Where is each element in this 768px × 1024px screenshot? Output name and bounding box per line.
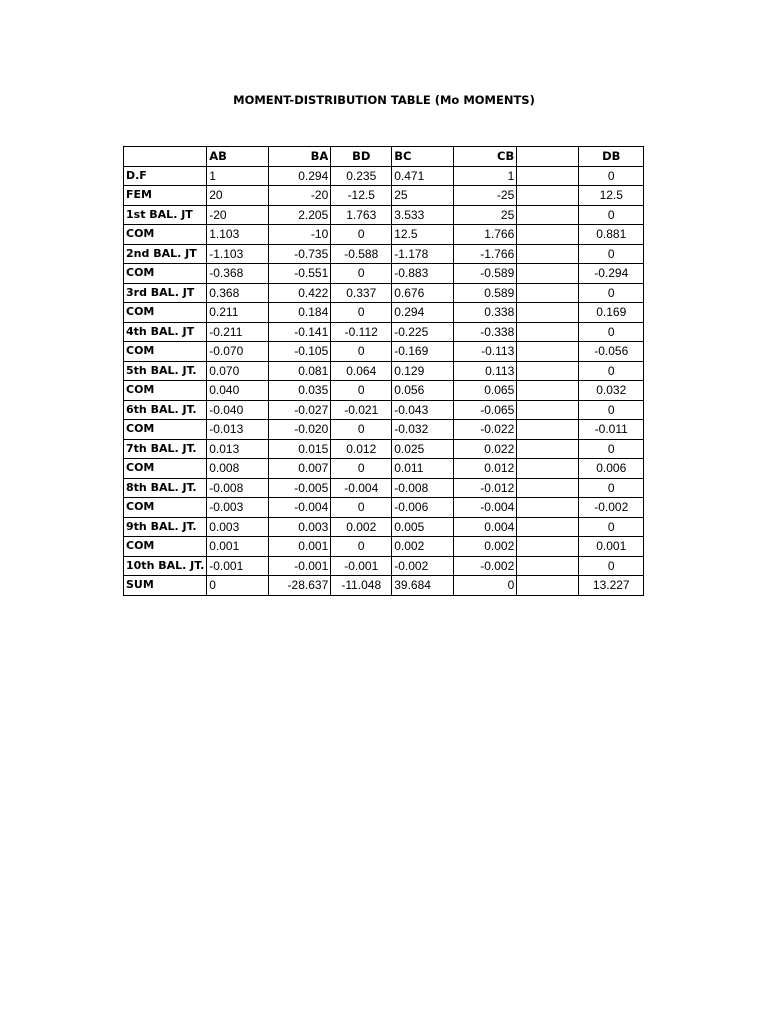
table-row [124,342,644,362]
cell-ba: -0.027 [269,400,331,420]
row-label: 3rd BAL. JT [124,283,207,303]
cell-blank [517,459,579,479]
table-row [124,381,644,401]
cell-bc: 25 [392,186,454,206]
column-header-blank [517,147,579,167]
cell-ab: -0.013 [207,420,269,440]
cell-ba: 0.184 [269,303,331,323]
cell-ab: -0.070 [207,342,269,362]
cell-ab: 0 [207,576,269,596]
row-label: 7th BAL. JT. [124,439,207,459]
cell-blank [517,322,579,342]
row-label: COM [124,420,207,440]
cell-ba: 0.007 [269,459,331,479]
cell-ab: -0.008 [207,478,269,498]
table-row [124,166,644,186]
cell-db: 0 [579,244,644,264]
cell-ab: 0.070 [207,361,269,381]
cell-blank [517,361,579,381]
table-row [124,400,644,420]
cell-cb: -0.589 [454,264,517,284]
table-body [124,166,644,595]
cell-bd: -0.021 [331,400,392,420]
row-label: 5th BAL. JT. [124,361,207,381]
column-header-bc: BC [392,147,454,167]
cell-ba: 0.003 [269,517,331,537]
cell-ab: 20 [207,186,269,206]
cell-db: 0 [579,322,644,342]
cell-ab: 0.003 [207,517,269,537]
cell-ba: -0.735 [269,244,331,264]
cell-ba: -0.004 [269,498,331,518]
row-label: 8th BAL. JT. [124,478,207,498]
cell-ab: -0.211 [207,322,269,342]
cell-cb: -1.766 [454,244,517,264]
cell-ab: 0.211 [207,303,269,323]
cell-db: 0.001 [579,537,644,557]
cell-bd: 0 [331,264,392,284]
row-label: 10th BAL. JT. [124,556,207,576]
cell-cb: 1.766 [454,225,517,245]
cell-blank [517,225,579,245]
cell-cb: -0.004 [454,498,517,518]
cell-ba: 0.001 [269,537,331,557]
cell-db: 0 [579,283,644,303]
cell-db: 0.881 [579,225,644,245]
cell-ab: 0.013 [207,439,269,459]
cell-bc: 3.533 [392,205,454,225]
cell-ba: 0.035 [269,381,331,401]
cell-blank [517,264,579,284]
cell-bc: -0.225 [392,322,454,342]
table-row [124,478,644,498]
cell-blank [517,498,579,518]
row-label: COM [124,264,207,284]
cell-ba: -0.105 [269,342,331,362]
cell-blank [517,576,579,596]
cell-blank [517,381,579,401]
cell-bd: -0.588 [331,244,392,264]
cell-bd: 0 [331,225,392,245]
table-row [124,439,644,459]
column-header-label [124,147,207,167]
cell-bd: 0 [331,420,392,440]
cell-bd: -0.004 [331,478,392,498]
row-label: COM [124,225,207,245]
cell-db: 0 [579,205,644,225]
cell-db: -0.011 [579,420,644,440]
table-row [124,537,644,557]
cell-bd: 0 [331,459,392,479]
cell-ab: -1.103 [207,244,269,264]
cell-cb: 0.113 [454,361,517,381]
cell-ab: -20 [207,205,269,225]
cell-db: 12.5 [579,186,644,206]
row-label: COM [124,459,207,479]
cell-cb: -0.338 [454,322,517,342]
cell-bd: -0.001 [331,556,392,576]
cell-bd: 0.337 [331,283,392,303]
cell-blank [517,400,579,420]
cell-db: -0.002 [579,498,644,518]
table-row [124,322,644,342]
cell-bc: -0.032 [392,420,454,440]
cell-cb: 25 [454,205,517,225]
column-header-ba: BA [269,147,331,167]
cell-bc: 0.025 [392,439,454,459]
table-row [124,459,644,479]
row-label: 2nd BAL. JT [124,244,207,264]
cell-bd: 0 [331,303,392,323]
cell-bd: 0 [331,537,392,557]
cell-bc: -0.008 [392,478,454,498]
cell-bd: 1.763 [331,205,392,225]
cell-db: 13.227 [579,576,644,596]
cell-ab: 1.103 [207,225,269,245]
cell-ba: -0.001 [269,556,331,576]
cell-db: 0.006 [579,459,644,479]
cell-ab: -0.003 [207,498,269,518]
table-row [124,498,644,518]
cell-cb: 0 [454,576,517,596]
table-row [124,576,644,596]
cell-bd: -0.112 [331,322,392,342]
column-header-cb: CB [454,147,517,167]
row-label: COM [124,381,207,401]
cell-blank [517,205,579,225]
cell-blank [517,478,579,498]
row-label: COM [124,342,207,362]
cell-cb: -25 [454,186,517,206]
cell-blank [517,537,579,557]
cell-ba: -0.551 [269,264,331,284]
cell-ba: 0.015 [269,439,331,459]
cell-db: -0.294 [579,264,644,284]
cell-cb: -0.065 [454,400,517,420]
cell-bc: -1.178 [392,244,454,264]
cell-ba: 0.081 [269,361,331,381]
table-row [124,303,644,323]
cell-ab: -0.040 [207,400,269,420]
cell-ab: 1 [207,166,269,186]
cell-bc: 0.011 [392,459,454,479]
cell-bc: -0.169 [392,342,454,362]
moment-distribution-table [123,146,644,596]
row-label: 1st BAL. JT [124,205,207,225]
cell-cb: -0.002 [454,556,517,576]
cell-blank [517,439,579,459]
cell-ba: -20 [269,186,331,206]
cell-ba: -0.005 [269,478,331,498]
cell-blank [517,342,579,362]
cell-bc: -0.006 [392,498,454,518]
column-header-ab: AB [207,147,269,167]
cell-cb: -0.022 [454,420,517,440]
cell-blank [517,283,579,303]
table-row [124,186,644,206]
cell-cb: 0.022 [454,439,517,459]
cell-bd: 0 [331,498,392,518]
cell-bc: 0.471 [392,166,454,186]
cell-blank [517,244,579,264]
table-title: MOMENT-DISTRIBUTION TABLE (Mo MOMENTS) [233,93,535,107]
cell-bd: -11.048 [331,576,392,596]
cell-bd: 0.012 [331,439,392,459]
cell-bc: 0.056 [392,381,454,401]
column-header-bd: BD [331,147,392,167]
cell-ab: -0.368 [207,264,269,284]
cell-db: 0 [579,166,644,186]
cell-db: -0.056 [579,342,644,362]
cell-cb: 1 [454,166,517,186]
cell-bc: -0.883 [392,264,454,284]
row-label: 9th BAL. JT. [124,517,207,537]
cell-blank [517,166,579,186]
cell-blank [517,186,579,206]
cell-ab: -0.001 [207,556,269,576]
cell-db: 0 [579,400,644,420]
cell-bd: 0 [331,381,392,401]
table-row [124,517,644,537]
cell-blank [517,303,579,323]
row-label: COM [124,537,207,557]
cell-cb: 0.004 [454,517,517,537]
cell-db: 0 [579,517,644,537]
cell-bc: 0.294 [392,303,454,323]
cell-cb: 0.065 [454,381,517,401]
cell-bc: -0.002 [392,556,454,576]
cell-bd: 0.002 [331,517,392,537]
cell-bd: 0.064 [331,361,392,381]
cell-db: 0 [579,556,644,576]
table-row [124,225,644,245]
cell-blank [517,420,579,440]
table-header-row [124,147,644,167]
cell-ba: -10 [269,225,331,245]
table-row [124,361,644,381]
cell-bc: 0.676 [392,283,454,303]
cell-ab: 0.001 [207,537,269,557]
row-label: SUM [124,576,207,596]
cell-db: 0 [579,361,644,381]
row-label: 4th BAL. JT [124,322,207,342]
table-row [124,264,644,284]
cell-cb: 0.002 [454,537,517,557]
cell-ba: 0.294 [269,166,331,186]
row-label: 6th BAL. JT. [124,400,207,420]
table-row [124,283,644,303]
table-row [124,420,644,440]
cell-cb: -0.012 [454,478,517,498]
cell-bd: 0.235 [331,166,392,186]
cell-bc: 12.5 [392,225,454,245]
cell-bd: -12.5 [331,186,392,206]
cell-ba: -0.020 [269,420,331,440]
cell-blank [517,556,579,576]
column-header-db: DB [579,147,644,167]
cell-db: 0.169 [579,303,644,323]
row-label: D.F [124,166,207,186]
cell-ab: 0.040 [207,381,269,401]
cell-ba: -28.637 [269,576,331,596]
cell-cb: 0.338 [454,303,517,323]
row-label: COM [124,498,207,518]
cell-bc: 0.002 [392,537,454,557]
cell-cb: 0.012 [454,459,517,479]
cell-blank [517,517,579,537]
cell-bd: 0 [331,342,392,362]
cell-cb: -0.113 [454,342,517,362]
row-label: COM [124,303,207,323]
cell-ab: 0.008 [207,459,269,479]
cell-bc: -0.043 [392,400,454,420]
table-row [124,205,644,225]
table-row [124,556,644,576]
cell-cb: 0.589 [454,283,517,303]
cell-bc: 0.005 [392,517,454,537]
cell-db: 0 [579,439,644,459]
cell-ba: 2.205 [269,205,331,225]
cell-db: 0 [579,478,644,498]
cell-bc: 0.129 [392,361,454,381]
cell-ba: 0.422 [269,283,331,303]
table-row [124,244,644,264]
cell-ba: -0.141 [269,322,331,342]
cell-ab: 0.368 [207,283,269,303]
cell-db: 0.032 [579,381,644,401]
cell-bc: 39.684 [392,576,454,596]
row-label: FEM [124,186,207,206]
